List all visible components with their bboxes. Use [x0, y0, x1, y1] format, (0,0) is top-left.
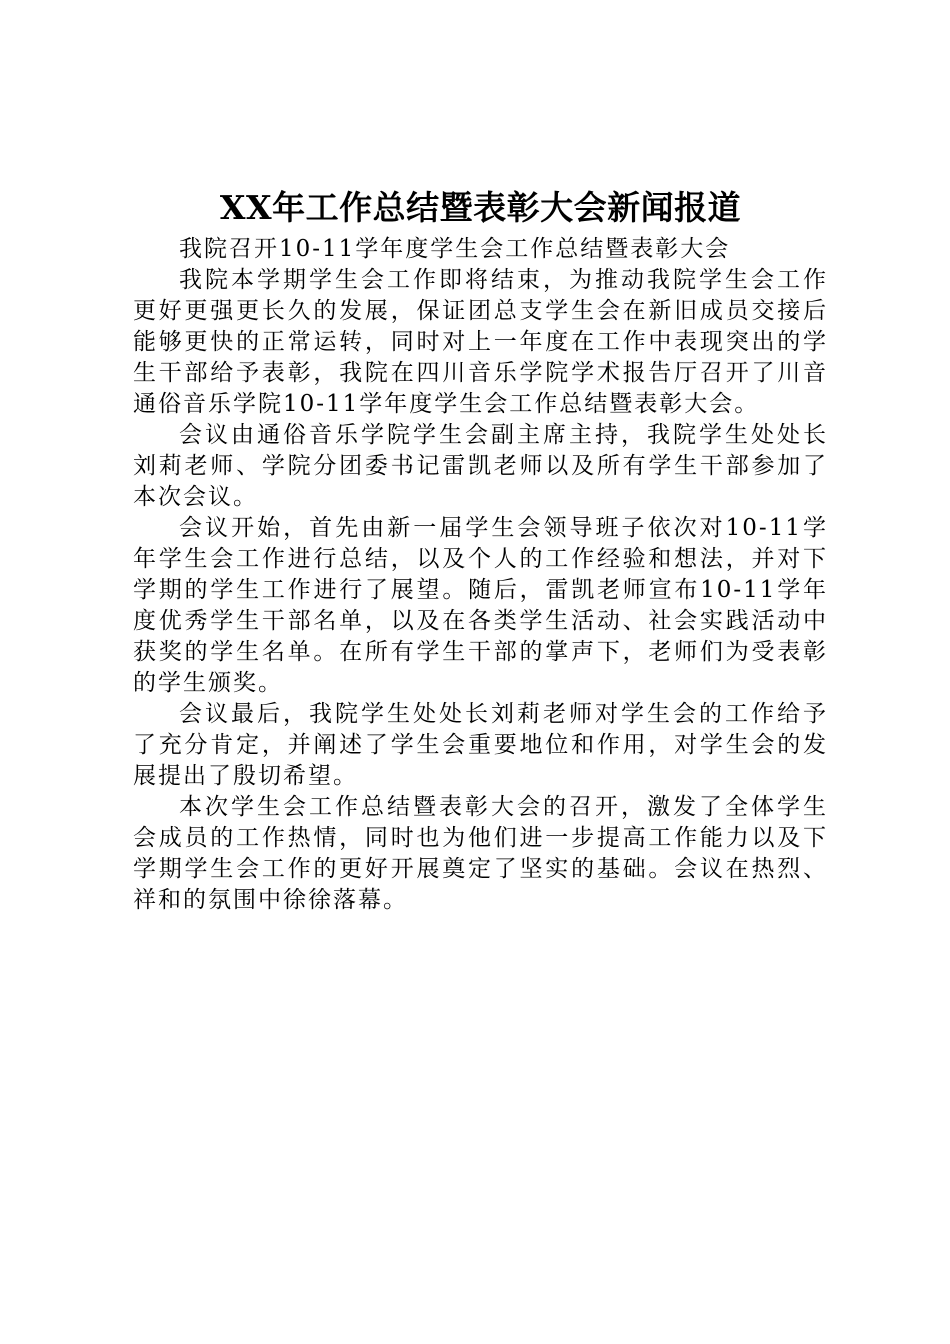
paragraph-closing-remarks: 会议最后，我院学生处处长刘莉老师对学生会的工作给予了充分肯定，并阐述了学生会重要地位和作用，对学生会的发展提出了殷切希望。 [133, 701, 828, 789]
paragraph-agenda: 会议开始，首先由新一届学生会领导班子依次对10-11学年学生会工作进行总结，以及个人的工作经验和想法，并对下学期的学生工作进行了展望。随后，雷凯老师宣布10-11学年度优秀学生干部名单，以及在各类学生活动、社会实践活动中获奖的学生名单。在所有学生干部的掌声下，老师们为受表彰的学生颁奖。 [133, 515, 828, 696]
paragraph-intro: 我院本学期学生会工作即将结束，为推动我院学生会工作更好更强更长久的发展，保证团总支学生会在新旧成员交接后能够更快的正常运转，同时对上一年度在工作中表现突出的学生干部给予表彰，我院在四川音乐学院学术报告厅召开了川音通俗音乐学院10-11学年度学生会工作总结暨表彰大会。 [133, 267, 828, 417]
paragraph-host: 会议由通俗音乐学院学生会副主席主持，我院学生处处长刘莉老师、学院分团委书记雷凯老师以及所有学生干部参加了本次会议。 [133, 422, 828, 510]
document-title: XX年工作总结暨表彰大会新闻报道 [219, 188, 742, 227]
document-subtitle: 我院召开10-11学年度学生会工作总结暨表彰大会 [179, 236, 731, 262]
paragraph-conclusion: 本次学生会工作总结暨表彰大会的召开，激发了全体学生会成员的工作热情，同时也为他们进一步提高工作能力以及下学期学生会工作的更好开展奠定了坚实的基础。会议在热烈、祥和的氛围中徐徐落幕。 [133, 794, 828, 913]
document-page [133, 186, 828, 916]
